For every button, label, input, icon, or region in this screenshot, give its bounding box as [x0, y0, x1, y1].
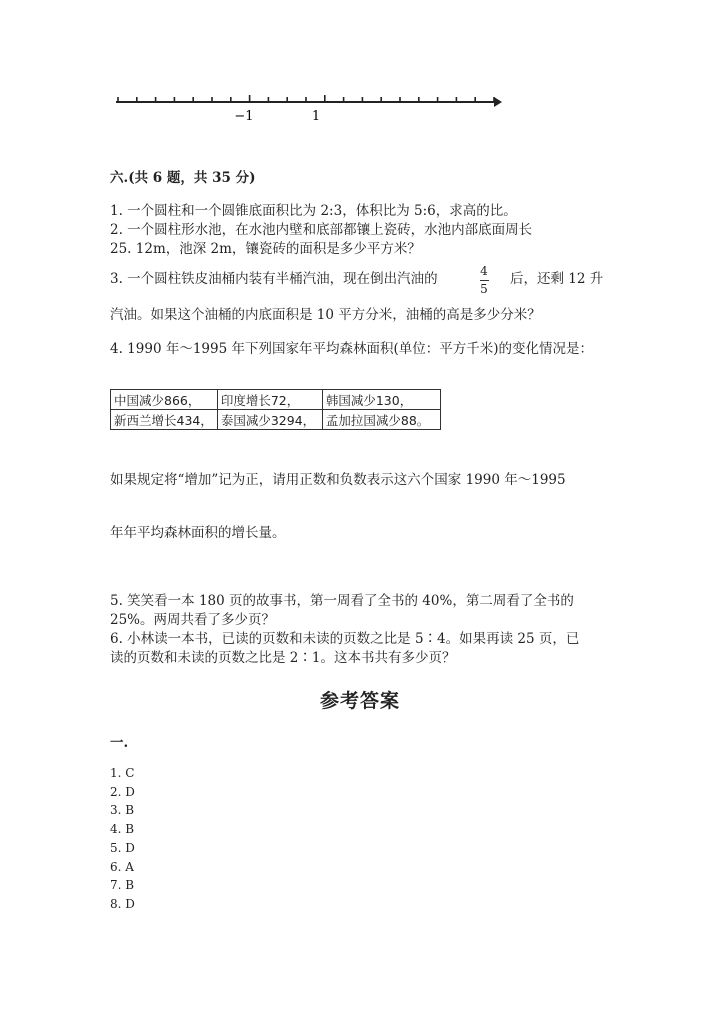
answer-item: 4. B	[110, 822, 135, 837]
table-cell: 中国减少866，	[111, 390, 218, 410]
question-3-line-1-end: 后，还剩 12 升	[510, 271, 604, 287]
question-2-line-2: 25. 12m，池深 2m，镶瓷砖的面积是多少平方米？	[110, 241, 421, 257]
number-line-ticks	[118, 95, 494, 102]
fraction-denominator: 5	[480, 282, 488, 296]
number-line-label-neg1: −1	[234, 109, 254, 124]
question-3-line-2: 汽油。如果这个油桶的内底面积是 10 平方分米，油桶的高是多少分米？	[110, 307, 541, 323]
section-heading: 六.(共 6 题，共 35 分)	[110, 170, 256, 186]
table-cell: 泰国减少3294，	[217, 410, 322, 430]
answer-item: 3. B	[110, 803, 135, 818]
question-5-line-2: 25%。两周共看了多少页？	[110, 612, 276, 628]
question-3-line-1: 3. 一个圆柱铁皮油桶内装有半桶汽油，现在倒出汽油的	[110, 271, 438, 287]
fraction-four-fifths	[475, 264, 493, 297]
table-cell: 韩国减少130，	[322, 390, 440, 410]
table-row	[111, 390, 441, 410]
answer-item: 7. B	[110, 878, 135, 893]
table-cell: 新西兰增长434，	[111, 410, 218, 430]
question-6-line-2: 读的页数和未读的页数之比是 2∶1。这本书共有多少页？	[110, 650, 456, 666]
table-row	[111, 410, 441, 430]
question-4-line-3: 年年平均森林面积的增长量。	[110, 525, 286, 541]
answer-item: 2. D	[110, 784, 135, 799]
table-cell: 印度增长72，	[217, 390, 322, 410]
forest-change-table	[110, 389, 441, 430]
answers-title: 参考答案	[319, 690, 400, 712]
answer-item: 8. D	[110, 896, 135, 911]
fraction-bar	[480, 280, 489, 281]
question-4-line-2: 如果规定将“增加”记为正，请用正数和负数表示这六个国家 1990 年～1995	[110, 472, 566, 488]
question-5-line-1: 5. 笑笑看一本 180 页的故事书，第一周看了全书的 40%，第二周看了全书的	[110, 593, 574, 609]
number-line-label-1: 1	[311, 109, 321, 124]
question-4-intro: 4. 1990 年～1995 年下列国家年平均森林面积(单位：平方千米)的变化情况是：	[110, 341, 593, 357]
table-cell: 孟加拉国减少88。	[322, 410, 440, 430]
answer-item: 5. D	[110, 840, 135, 855]
number-line-arrow	[494, 97, 502, 107]
answer-list	[110, 764, 135, 914]
answer-item: 1. C	[110, 766, 135, 780]
answers-section-1: 一.	[110, 735, 129, 751]
answer-item: 6. A	[110, 859, 134, 874]
question-6-line-1: 6. 小林读一本书，已读的页数和未读的页数之比是 5∶4。如果再读 25 页，已	[110, 631, 580, 647]
question-2-line-1: 2. 一个圆柱形水池，在水池内壁和底部都镶上瓷砖，水池内部底面周长	[110, 222, 533, 238]
fraction-numerator: 4	[480, 264, 488, 278]
question-1: 1. 一个圆柱和一个圆锥底面积比为 2:3，体积比为 5:6，求高的比。	[110, 203, 517, 219]
number-line	[110, 88, 510, 128]
